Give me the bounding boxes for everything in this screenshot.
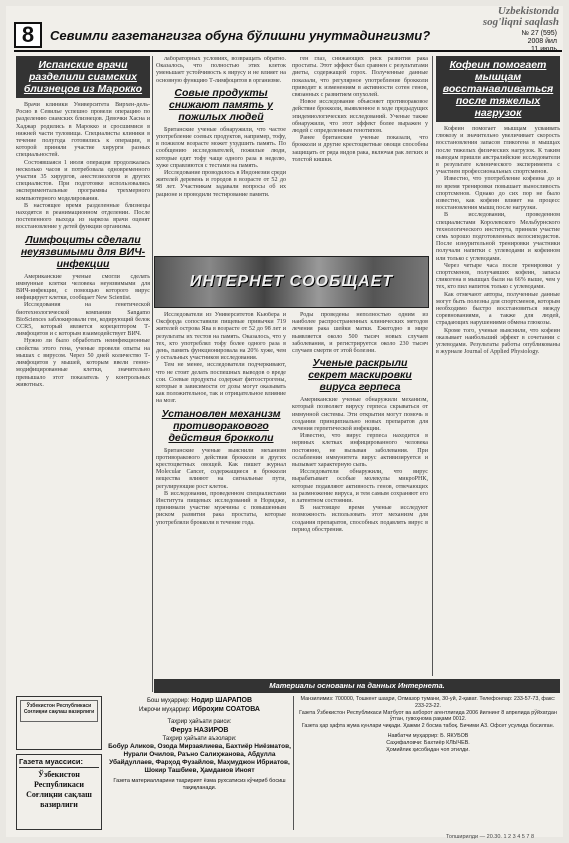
- headline-hiv-lymphocytes: Лимфоциты сделали неуязвимыми для ВИЧ-инфекции: [20, 233, 146, 270]
- editorial-staff: Бош муҳаррир: Нодир ШАРАПОВ Ижрочи муҳаррир: Иброҳим СОАТОВА Таҳрир ҳайъати раиси: Феруз НАЗИРОВ Таҳрир ҳайъати аъзолари: Бобур Аликов, Озода Мирзаялиева, Бахтиёр Ниёзматов, Нурали Очилов, Раъно Салиҳжанова, Абдулла Убайдуллаев, Фарҳод Фузайлов, Маҳмуджон Ибриатов, Шокир Ташбиев, Ҳамдамов Иноят Газета материалларини таҳририят ёзма рухсатисиз кўчириб босиш тақиқланади.: [106, 696, 294, 830]
- column-4: Кофеин помогает мышцам восстанавливаться после тяжелых нагрузок Кофеин помогает мышцам усваивать глюкозу и значительно увеличивает скорость восстановления запасов гликогена в мышцах после тяжелых физических нагрузок. К таким выводам пришли австралийские исследователи в результате клинического эксперимента с участием профессиональных спортсменов. Известно, что употребление кофеина до и во время тренировки повышает выносливость спортсменов. Однако до сих пор не было известно, как кофеин влияет на процесс восстановления мышц после нагрузки. В исследовании, проведенном специалистами Королевского Мельбурнского технологического института, приняли участие семь хорошо подготовленных велосипедистов. После изнурительной тренировки участники получали напитки с углеводами и кофеином или только с углеводами. Через четыре часа после тренировки у спортсменов, получавших кофеин, запасы гликогена в мышцах были на 66% выше, чем у тех, кто пил напиток только с углеводами. Как отмечают авторы, полученные данные могут быть полезны для спортсменов, которым необходимо быстро восстановиться между соревнованиями, а также для людей, страдающих нарушениями обмена глюкозы. Кроме того, ученые выяснили, что кофеин оказывает наибольший эффект в сочетании с углеводами. Результаты работы опубликованы в журнале Journal of Applied Physiology.: [436, 56, 560, 676]
- issue-info: № 27 (595) 2008 йил: [521, 30, 557, 45]
- column-1: Испанские врачи разделили сиамских близнецов из Марокко Врачи клиники Университета Вирхен-дель-Росио в Севилье успешно провели операцию по разделению сиамских близнецов. Девочки Хасна и Хаджар родились в Марокко и сросшимися в нижней части туловища. Специалисты клиники в течение полугода готовились к операции, в которой приняли участие хирурги разных специальностей. Состоявшаяся 1 июля операция продолжалась несколько часов и потребовала одновременного участия 35 хирургов, анестезиологов и других специалистов. При подготовке использовались экспериментальные программы трехмерного компьютерного моделирования. В настоящее время разделенные близнецы находятся в реанимационном отделении. После постепенного выхода из наркоза врачи оценят восстановление у детей функции организма. Лимфоциты сделали неуязвимыми для ВИЧ-инфекции Американские ученые смогли сделать иммунные клетки человека неуязвимыми для ВИЧ-инфекции, с помощью которого вирус инфицирует клетки, сообщает New Scientist. Исследования на генетической биотехнологической компании Sangamo BioSciences заблокировали ген, кодирующий белок CCR5, который является корецептором Т-лимфоцитов и с которым взаимодействует ВИЧ. Нужно ли было обработать неинфекционные свойства этого гена, ученые провели опыты на мышах с вирусом. Через 50 дней количество Т-лимфоцитов у мышей, которым ввели генно-модифицированные клетки, значительно превышало этот показатель у контрольных животных.: [16, 56, 150, 692]
- source-note-bar: Материалы основаны на данных Интернета.: [154, 679, 560, 693]
- header-slogan: Севимли газетангизга обуна бўлишни унутмадингизми?: [50, 27, 431, 43]
- masthead-logo: Uzbekistonda sog'liqni saqlash: [482, 5, 559, 28]
- headline-caffeine: Кофеин помогает мышцам восстанавливаться после тяжелых нагрузок: [436, 56, 560, 122]
- page-number: 8: [14, 22, 42, 48]
- internet-news-banner: [154, 256, 429, 308]
- column-2-top: лабораторных условиях, возвращать обратно. Оказалось, что полностью этих клеток уменьшает устойчивость к вирусу и не влияет на основную функцию Т-лимфоцитов в организме. Совые продукты снижают память у пожилых людей Британские ученые обнаружили, что частое употребление соевых продуктов, например, тофу, в пожилом возрасте может ухудшить память. По сообщению исследователей, пожилые люди, которые едят тофу чаще одного раза в неделю, хуже справляются с тестами на память. Исследование проводилось в Индонезии среди жителей деревень и городов в возрасте от 52 до 98 лет. Участникам задавали вопросы об их рационе и проводили тестирование памяти.: [156, 56, 286, 198]
- newspaper-page: [6, 5, 563, 840]
- header-rule: [14, 50, 562, 52]
- imprint-details: Манзилимиз: 700000, Тошкент шаҳри, Олмазор тумани, 30-уй, 2-қават. Телефонлар: 233-57-73, факс: 233-23-22. Газета Ўзбекистон Республикаси Матбуот ва ахборот агентлигида 2006 йилнинг 8 апрелида рўйхатдан ўтган, гувоҳнома рақами 0012. Газета ҳар ҳафта жума кунлари чиқади. Ҳажми 2 босма табоқ. Бичими А3. Офсет усулида босилган. Навбатчи муҳаррир: Б. ЯКУБОВ Саҳифаловчи: Бахтиёр КЛЫЧЕВ. Ҳомийлик ҳисобидан чоп этилди.: [299, 696, 557, 753]
- column-divider: [432, 56, 433, 676]
- headline-broccoli: Установлен механизм противоракового действия брокколи: [161, 407, 281, 444]
- ministry-logo: Ўзбекистон Республикаси Соғлиқни сақлаш вазирлиги: [20, 700, 98, 722]
- column-divider: [152, 56, 153, 692]
- column-3-top: ген глаз, снижающих риск развития рака простаты. Этот эффект был сравнен с результатами диеты, содержащей горох. Полученные данные показали, что регулярное употребление брокколи приводит к изменениям в активности сотен генов, связанных с развитием опухолей. Новое исследование объясняет противораковое действие брокколи, выявленное в ходе предыдущих эпидемиологических исследований. Ученые также обнаружили, что этот эффект более выражен у людей с определенным генотипом. Ранее британские ученые показали, что брокколи и другие крестоцветные овощи способны защищать от ряда видов рака, включая рак легких и толстой кишки.: [292, 56, 428, 163]
- founder-box: Газета муассиси: Ўзбекистон Республикаси Соғлиқни сақлаш вазирлиги: [16, 754, 102, 830]
- banner-caption: ИНТЕРНЕТ СООБЩАЕТ: [189, 273, 394, 290]
- founder-logo-block: [16, 696, 102, 750]
- column-3-bottom: Роды проведены неполностью одним из наиболее распространенных клинических методов лечения рака шейки матки. Ежегодно в мире выявляется около 500 тысяч новых случаев заболевания, и регистрируется около 230 тысяч случаев смерти от этой болезни. Ученые раскрыли секрет маскировки вируса герпеса Американские ученые обнаружили механизм, который позволяет вирусу герпеса скрываться от иммунной системы. Эти открытия могут помочь в создании принципиально новых препаратов для лечения герпетической инфекции. Известно, что вирус герпеса находится в нервных клетках инфицированного человека постоянно, не вызывая заболевания. При ослаблении иммунитета вирус активизируется и вызывает характерную сыпь. Исследователи обнаружили, что вирус вырабатывает особые молекулы микроРНК, которые подавляют активность генов, отвечающих за размножение вируса, и тем самым сохраняют его в латентном состоянии. В настоящее время ученые исследуют возможность использовать этот механизм для создания препаратов, способных подавлять вирус в период обострения.: [292, 312, 428, 533]
- print-info-line: Топширилди — 20.30. 1 2 3 4 5 7 8: [446, 834, 535, 840]
- headline-herpes: Ученые раскрыли секрет маскировки вируса герпеса: [308, 357, 412, 394]
- headline-siamese-twins: Испанские врачи разделили сиамских близнецов из Марокко: [16, 56, 150, 98]
- column-2-bottom: Исследователи из Университетов Кьюбера и Оксфорда сопоставили пищевые привычки 719 жителей острова Ява в возрасте от 52 до 98 лет и результаты их тестов на память. Оказалось, что у тех, кто употреблял тофу более одного раза в день, память функционировала на 20% хуже, чем у остальных участников исследования. Тем не менее, исследователи подчеркивают, что не стоит делать поспешных выводов о вреде сои. Соевые продукты содержат фитоэстрогены, которые в зависимости от дозы могут оказывать как положительное, так и отрицательное влияние на мозг. Установлен механизм противоракового действия брокколи Британские ученые выяснили механизм противоракового действия брокколи и других крестоцветных овощей. Как пишет журнал Molecular Cancer, содержащиеся в брокколи вещества влияют на сигнальные пути, регулирующие рост клеток. В исследовании, проведенном специалистами Института пищевых исследований в Норидже, принимали участие мужчины с повышенным риском развития рака простаты, которые употребляли брокколи в течение года.: [156, 312, 286, 526]
- headline-soy-memory: Совые продукты снижают память у пожилых людей: [168, 86, 274, 123]
